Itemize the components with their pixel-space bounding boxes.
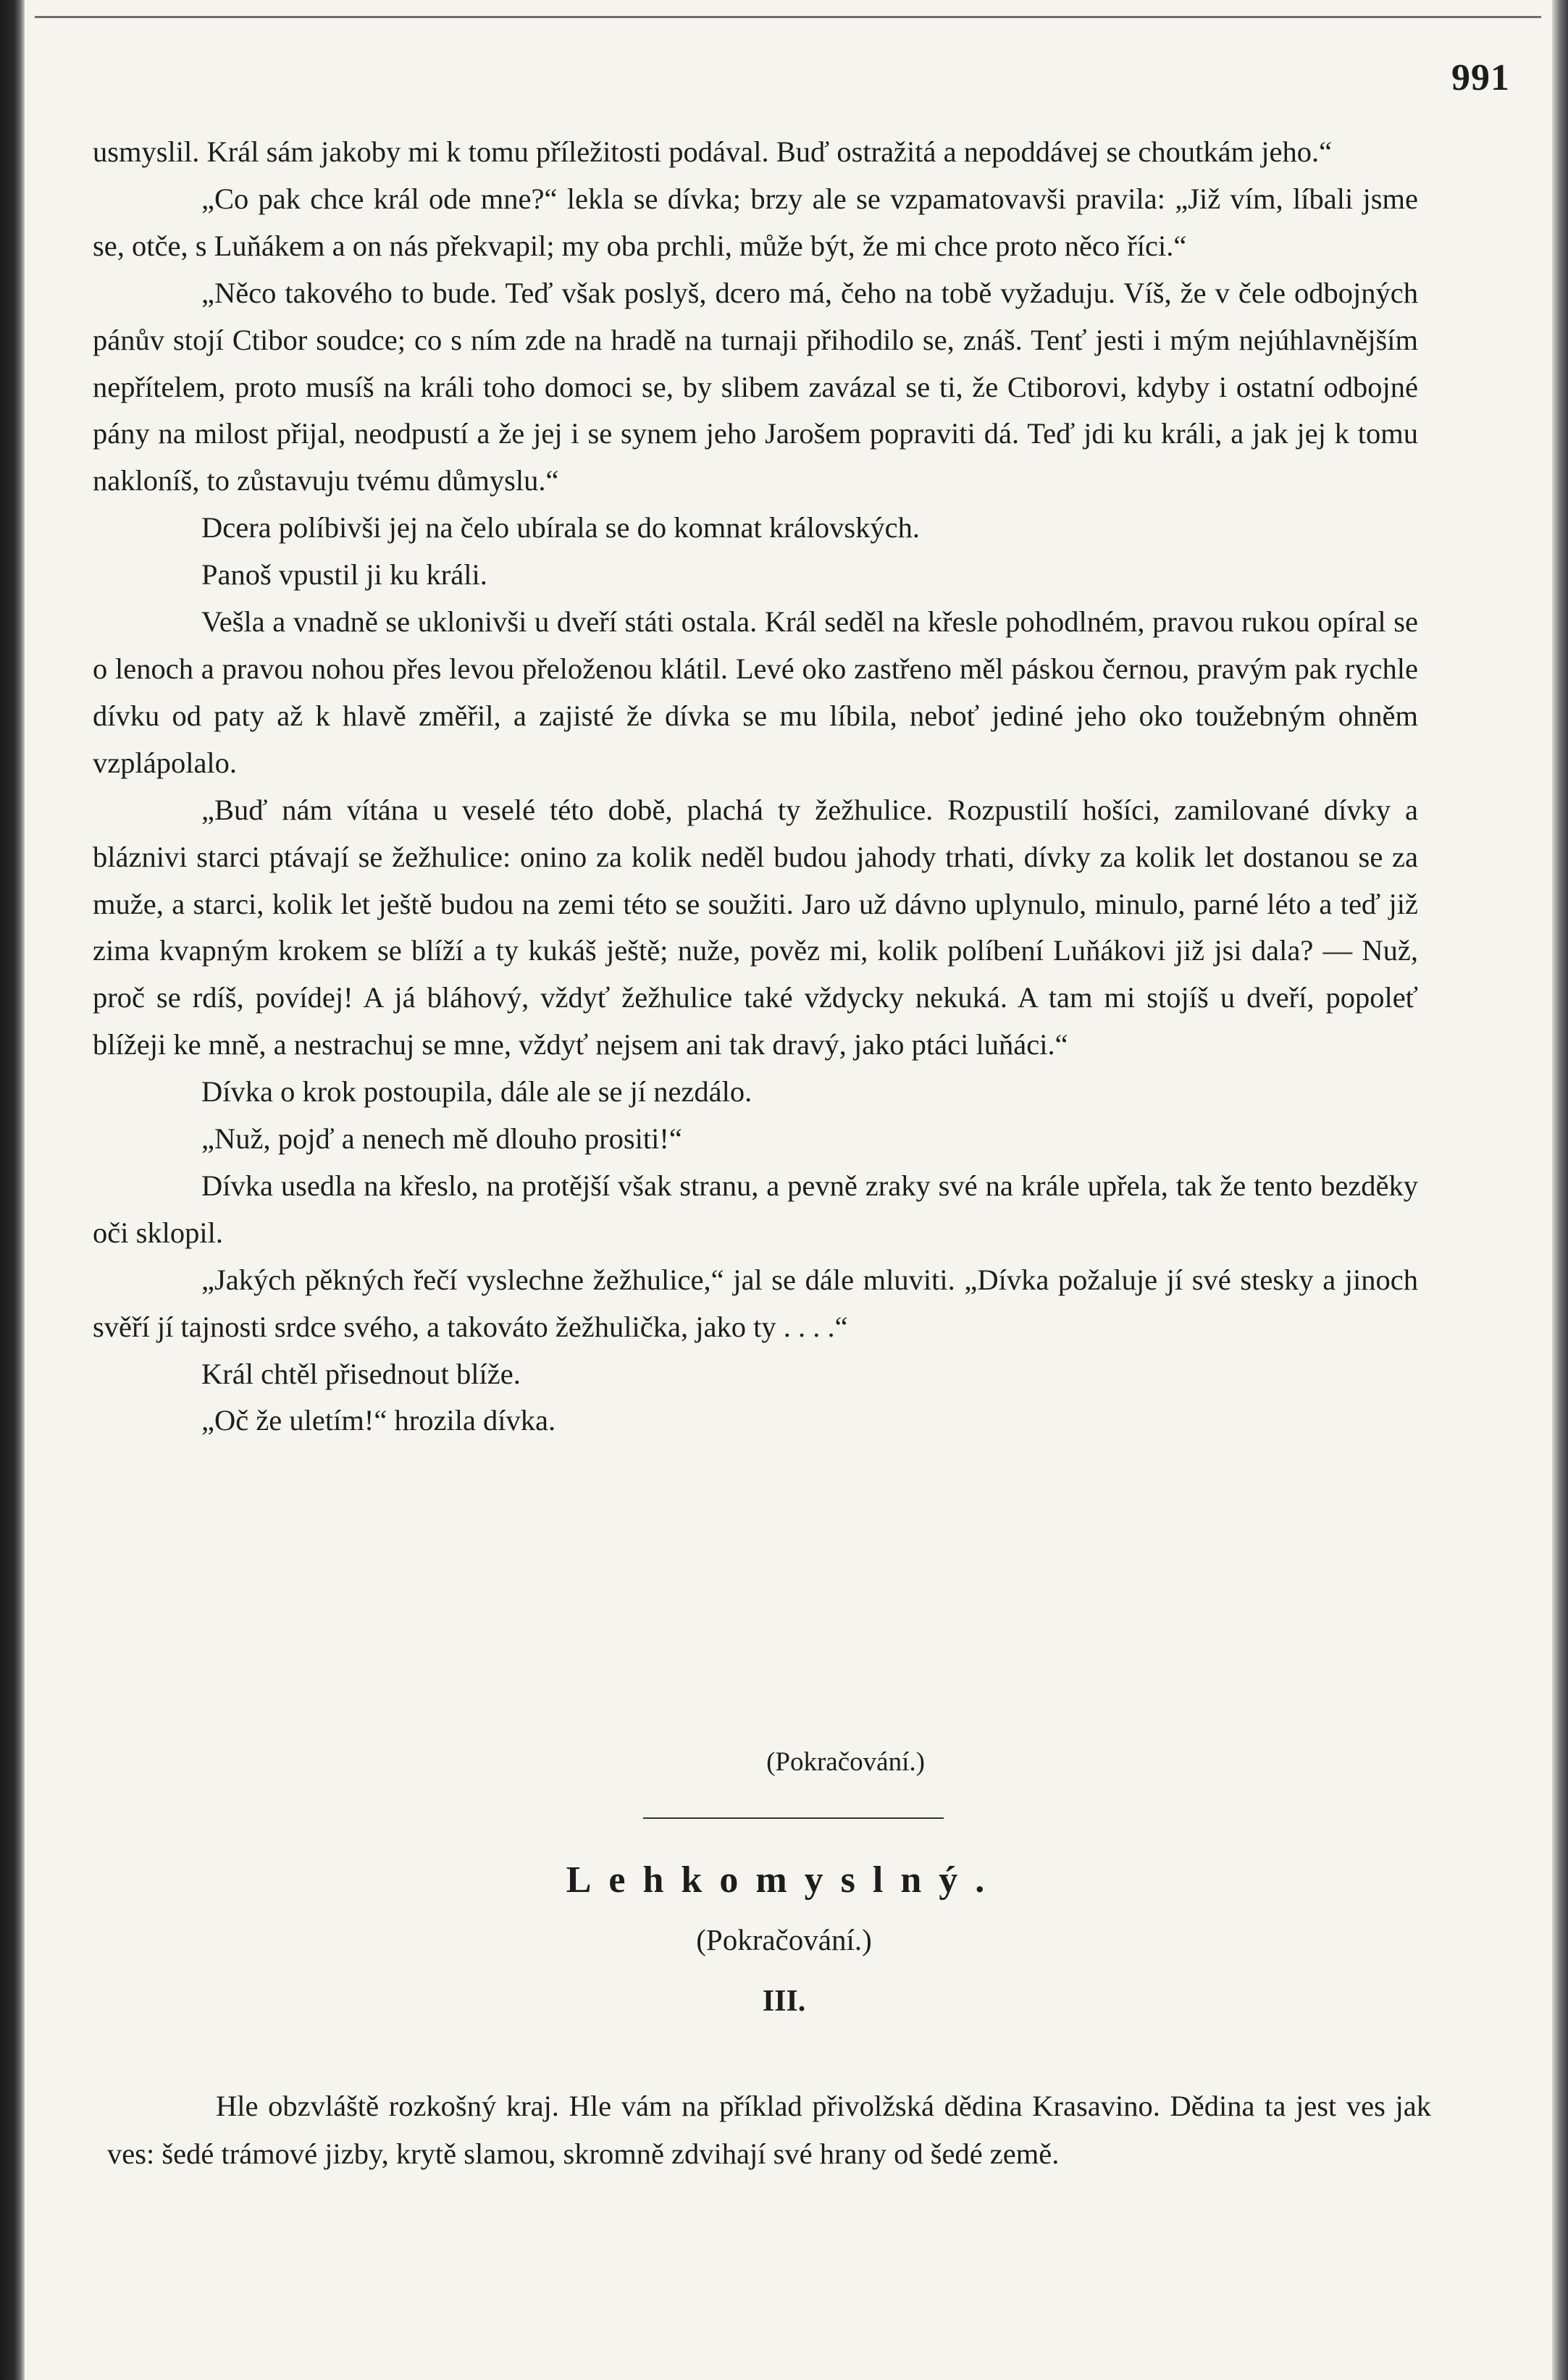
paragraph: Dívka usedla na křeslo, na protější však stranu, a pevně zraky své na krále upřela, tak že tento bezděky oči sklopil. xyxy=(93,1169,1418,1249)
scan-edge-right xyxy=(1552,0,1568,2380)
paragraph: Dívka o krok postoupila, dále ale se jí nezdálo. xyxy=(201,1075,752,1109)
paragraph: Vešla a vnadně se uklonivši u dveří státi ostala. Král seděl na křesle pohodlném, pravou rukou opíral se o lenoch a pravou nohou přes levou přeloženou klátil. Levé oko zastřeno měl páskou černou, pravým pak rychle dívku od paty až k hlavě změřil, a zajisté že dívka se mu líbila, neboť jediné jeho oko toužebným ohněm vzplápolalo. xyxy=(93,605,1418,779)
chapter-text xyxy=(107,2082,1431,2178)
paragraph: Hle obzvláště rozkošný kraj. Hle vám na příklad přivolžská dědina Krasavino. Dědina ta jest ves jak ves: šedé trámové jizby, krytě slamou, skromně zdvihají své hrany od šedé země. xyxy=(107,2090,1431,2170)
paragraph: „Oč že uletím!“ hrozila dívka. xyxy=(201,1404,556,1437)
paragraph: „Jakých pěkných řečí vyslechne žežhulice,“ jal se dále mluviti. „Dívka požaluje jí své stesky a jinoch svěří jí tajnosti srdce svého, a takováto žežhulička, jako ty . . . .“ xyxy=(93,1263,1418,1343)
story-continuation-note: (Pokračování.) xyxy=(696,1923,872,1956)
paragraph: Král chtěl přisednout blíže. xyxy=(201,1357,521,1390)
paragraph: „Buď nám vítána u veselé této době, plachá ty žežhulice. Rozpustilí hošíci, zamilované dívky a bláznivi starci ptávají se žežhulice: onino za kolik neděl budou jahody trhati, dívky za kolik let dostanou se za muže, a starci, kolik let ještě budou na zemi této se soužiti. Jaro už dávno uplynulo, minulo, parné léto a teď již zima kvapným krokem se blíží a ty kukáš ještě; nuže, pověz mi, kolik políbení Luňákovi již jsi dala? — Nuž, proč se rdíš, povídej! A já bláhový, vždyť žežhulice také vždycky nekuká. A tam mi stojíš u dveří, popoleť blížeji ke mně, a nestrachuj se mne, vždyť nejsem ani tak dravý, jako ptáci luňáci.“ xyxy=(93,793,1418,1061)
story-continuation-text xyxy=(93,129,1418,1445)
section-divider xyxy=(643,1817,944,1819)
scan-edge-left xyxy=(0,0,25,2380)
paragraph: Panoš vpustil ji ku králi. xyxy=(201,558,487,592)
page-number: 991 xyxy=(1451,57,1510,98)
paragraph: usmyslil. Král sám jakoby mi k tomu příležitosti podával. Buď ostražitá a nepoddávej se choutkám jeho.“ xyxy=(93,135,1333,168)
paragraph: „Něco takového to bude. Teď však poslyš, dcero má, čeho na tobě vyžaduju. Víš, že v čele odbojných pánův stojí Ctibor soudce; co s ním zde na hradě na turnaji přihodilo se, znáš. Tenť jesti i mým nejúhlavnějším nepřítelem, proto musíš na králi toho domoci se, by slibem zavázal se ti, že Ctiborovi, kdyby i ostatní odbojné pány na milost přijal, neodpustí a že jej i se synem jeho Jarošem popraviti dá. Teď jdi ku králi, a jak jej k tomu nakloníš, to zůstavuju tvému důmyslu.“ xyxy=(93,276,1418,497)
story-title: Lehkomyslný. xyxy=(566,1859,1002,1901)
chapter-number: III. xyxy=(762,1985,806,2018)
paragraph: „Co pak chce král ode mne?“ lekla se dívka; brzy ale se vzpamatovavši pravila: „Již vím, líbali jsme se, otče, s Luňákem a on nás překvapil; my oba prchli, může být, že mi chce proto něco říci.“ xyxy=(93,182,1418,262)
continuation-note: (Pokračování.) xyxy=(766,1747,925,1777)
top-rule xyxy=(35,16,1541,18)
paragraph: Dcera políbivši jej na čelo ubírala se do komnat královských. xyxy=(201,511,920,544)
paragraph: „Nuž, pojď a nenech mě dlouho prositi!“ xyxy=(201,1122,682,1156)
